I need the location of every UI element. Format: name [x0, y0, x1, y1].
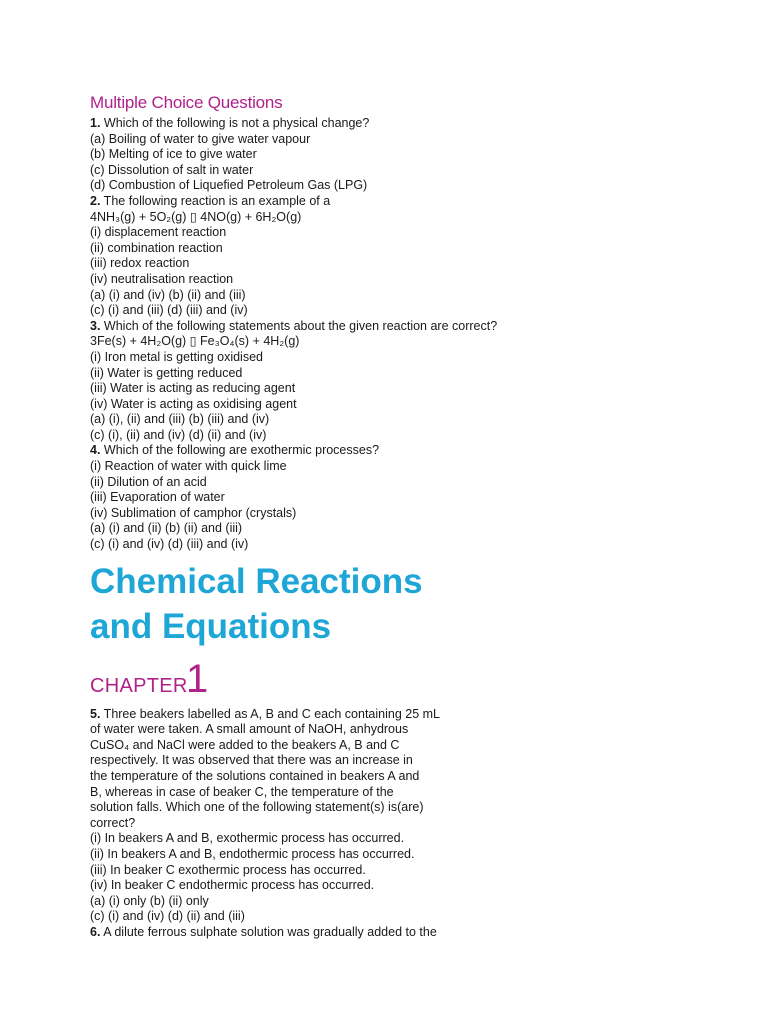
option: (a) (i) and (iv) (b) (ii) and (iii) [90, 287, 246, 302]
option: (c) (i) and (iv) (d) (iii) and (iv) [90, 537, 249, 552]
chapter-title-line-1: Chemical Reactions [90, 561, 423, 601]
chapter-label [90, 656, 750, 707]
option: (a) (i) only (b) (ii) only [90, 893, 209, 908]
question-number: 1. [90, 116, 101, 130]
option: (i) Reaction of water with quick lime [90, 459, 287, 474]
equation: 3Fe(s) + 4H₂O(g) ▯ Fe₃O₄(s) + 4H₂(g) [90, 334, 300, 349]
question-2 [90, 194, 750, 210]
option: (iv) neutralisation reaction [90, 271, 234, 286]
question-line: the temperature of the solutions contained in beakers A and [90, 769, 420, 783]
question-4 [90, 443, 750, 459]
option: (c) Dissolution of salt in water [90, 162, 254, 177]
option: (iii) Evaporation of water [90, 490, 225, 505]
option: (i) displacement reaction [90, 225, 227, 240]
section-heading: Multiple Choice Questions [90, 93, 283, 112]
option: (d) Combustion of Liquefied Petroleum Gas (LPG) [90, 178, 368, 193]
question-text: Which of the following statements about the given reaction are correct? [100, 318, 498, 333]
question-number: 2. [90, 193, 101, 208]
question-6 [90, 925, 750, 941]
question-number: 6. [90, 924, 101, 939]
question-line: correct? [90, 815, 136, 830]
option: (a) (i), (ii) and (iii) (b) (iii) and (iv) [90, 412, 270, 427]
option: (iii) redox reaction [90, 256, 190, 271]
question-text: Three beakers labelled as A, B and C each containing 25 mL [100, 706, 441, 721]
option: (i) Iron metal is getting oxidised [90, 349, 263, 364]
question-line: B, whereas in case of beaker C, the temperature of the [90, 784, 394, 799]
option: (iii) In beaker C exothermic process has occurred. [90, 862, 366, 877]
option: (iv) In beaker C endothermic process has occurred. [90, 878, 375, 893]
question-1 [90, 116, 750, 132]
option: (c) (i) and (iv) (d) (ii) and (iii) [90, 909, 245, 924]
chapter-title [90, 559, 750, 649]
question-text: A dilute ferrous sulphate solution was gradually added to the [100, 924, 437, 939]
option: (ii) combination reaction [90, 240, 223, 255]
equation: 4NH₃(g) + 5O₂(g) ▯ 4NO(g) + 6H₂O(g) [90, 209, 302, 224]
option: (i) In beakers A and B, exothermic process has occurred. [90, 831, 405, 846]
question-line: of water were taken. A small amount of NaOH, anhydrous [90, 722, 409, 737]
option: (iv) Water is acting as oxidising agent [90, 396, 297, 411]
question-text: The following reaction is an example of a [100, 193, 331, 208]
document-page [90, 92, 750, 941]
option: (c) (i), (ii) and (iv) (d) (ii) and (iv) [90, 427, 267, 442]
question-number: 4. [90, 443, 101, 458]
question-number: 5. [90, 706, 101, 721]
chapter-number: 1 [186, 656, 209, 701]
option: (ii) Water is getting reduced [90, 365, 243, 380]
chapter-word: CHAPTER [90, 674, 188, 697]
option: (a) Boiling of water to give water vapour [90, 131, 311, 146]
option: (iv) Sublimation of camphor (crystals) [90, 505, 297, 520]
option: (c) (i) and (iii) (d) (iii) and (iv) [90, 303, 248, 318]
option: (iii) Water is acting as reducing agent [90, 381, 296, 396]
option: (ii) Dilution of an acid [90, 474, 207, 489]
question-text: Which of the following are exothermic processes? [100, 443, 380, 458]
question-number: 3. [90, 318, 101, 333]
question-line: CuSO₄ and NaCl were added to the beakers A, B and C [90, 737, 400, 752]
question-5 [90, 707, 750, 723]
chapter-title-line-2: and Equations [90, 606, 332, 646]
option: (ii) In beakers A and B, endothermic process has occurred. [90, 846, 415, 861]
question-line: respectively. It was observed that there was an increase in [90, 753, 413, 768]
option: (b) Melting of ice to give water [90, 147, 257, 162]
question-line: solution falls. Which one of the following statement(s) is(are) [90, 800, 424, 815]
question-text: Which of the following is not a physical change? [100, 116, 370, 130]
option: (a) (i) and (ii) (b) (ii) and (iii) [90, 521, 243, 536]
question-3 [90, 319, 750, 335]
